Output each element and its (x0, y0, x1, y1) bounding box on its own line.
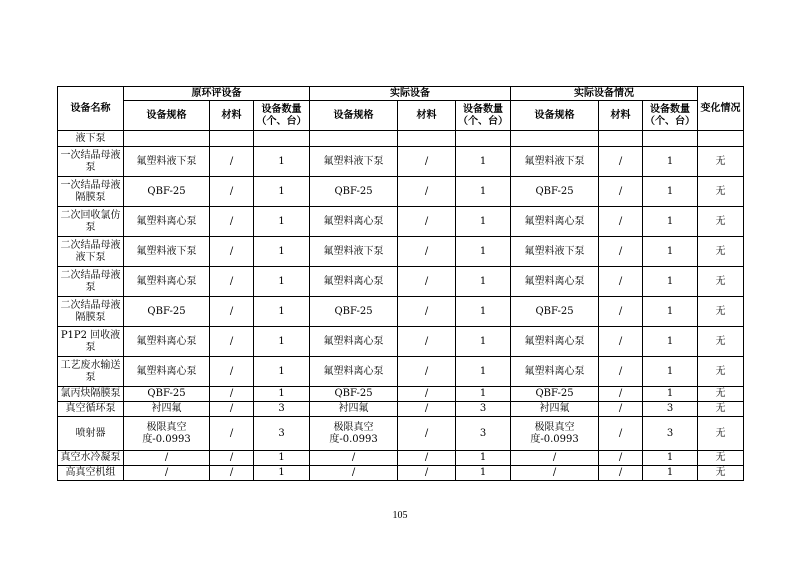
change-cell: 无 (698, 387, 744, 402)
original-qty-cell: 1 (254, 451, 310, 466)
qty-line1: 设备数量 (463, 103, 504, 115)
status-spec-cell: 氟塑料离心泵 (511, 267, 599, 297)
header-actual-spec: 设备规格 (310, 101, 398, 131)
device-name-cell: 一次结晶母液泵 (58, 147, 124, 177)
original-qty-cell: 1 (254, 267, 310, 297)
original-spec-cell: 极限真空度-0.0993 (124, 417, 210, 451)
actual-qty-cell: 3 (456, 417, 511, 451)
actual-material-cell: / (398, 387, 456, 402)
device-name-cell: 喷射器 (58, 417, 124, 451)
status-spec-cell: 极限真空度-0.0993 (511, 417, 599, 451)
header-original-material: 材料 (210, 101, 254, 131)
original-spec-cell: 氟塑料离心泵 (124, 327, 210, 357)
table-row (58, 451, 744, 466)
status-material-cell: / (599, 207, 643, 237)
table-row (58, 466, 744, 481)
actual-material-cell: / (398, 402, 456, 417)
actual-material-cell (398, 131, 456, 147)
actual-spec-cell: 氟塑料离心泵 (310, 267, 398, 297)
table-row (58, 402, 744, 417)
status-qty-cell: 1 (643, 267, 698, 297)
status-material-cell: / (599, 387, 643, 402)
original-spec-cell: 衬四氟 (124, 402, 210, 417)
device-name-cell: 真空水冷凝泵 (58, 451, 124, 466)
original-spec-cell: / (124, 451, 210, 466)
header-original-spec: 设备规格 (124, 101, 210, 131)
original-material-cell: / (210, 147, 254, 177)
status-qty-cell: 1 (643, 237, 698, 267)
status-qty-cell: 1 (643, 387, 698, 402)
status-spec-cell: 氟塑料离心泵 (511, 207, 599, 237)
original-spec-cell: 氟塑料液下泵 (124, 147, 210, 177)
device-name-cell: 高真空机组 (58, 466, 124, 481)
device-name-cell: 液下泵 (58, 131, 124, 147)
qty-line2: （个、台） (645, 115, 696, 127)
original-spec-cell: 氟塑料离心泵 (124, 357, 210, 387)
original-spec-cell: 氟塑料离心泵 (124, 207, 210, 237)
change-cell: 无 (698, 267, 744, 297)
table-row (58, 131, 744, 147)
original-qty-cell: 3 (254, 402, 310, 417)
actual-qty-cell: 1 (456, 147, 511, 177)
actual-qty-cell: 1 (456, 207, 511, 237)
original-qty-cell: 1 (254, 297, 310, 327)
status-material-cell: / (599, 297, 643, 327)
actual-qty-cell: 1 (456, 237, 511, 267)
original-material-cell: / (210, 451, 254, 466)
original-material-cell: / (210, 297, 254, 327)
actual-material-cell: / (398, 147, 456, 177)
qty-line2: （个、台） (256, 115, 307, 127)
status-material-cell: / (599, 237, 643, 267)
header-group-actual: 实际设备 (310, 87, 511, 101)
actual-material-cell: / (398, 466, 456, 481)
status-spec-cell: QBF-25 (511, 387, 599, 402)
actual-qty-cell: 1 (456, 267, 511, 297)
actual-spec-cell: 氟塑料液下泵 (310, 147, 398, 177)
original-qty-cell: 1 (254, 177, 310, 207)
original-qty-cell: 3 (254, 417, 310, 451)
actual-qty-cell: 1 (456, 327, 511, 357)
table-row (58, 387, 744, 402)
status-qty-cell: 3 (643, 402, 698, 417)
actual-material-cell: / (398, 357, 456, 387)
status-qty-cell: 1 (643, 451, 698, 466)
header-actual-qty (456, 101, 511, 131)
original-spec-cell (124, 131, 210, 147)
original-material-cell: / (210, 466, 254, 481)
status-material-cell: / (599, 357, 643, 387)
status-material-cell: / (599, 466, 643, 481)
equipment-comparison-table (57, 86, 744, 481)
original-spec-cell: 氟塑料离心泵 (124, 267, 210, 297)
actual-spec-cell: 氟塑料离心泵 (310, 357, 398, 387)
original-material-cell: / (210, 207, 254, 237)
table-row (58, 177, 744, 207)
original-material-cell (210, 131, 254, 147)
status-spec-cell: QBF-25 (511, 177, 599, 207)
actual-qty-cell: 1 (456, 177, 511, 207)
change-cell: 无 (698, 402, 744, 417)
actual-spec-cell: QBF-25 (310, 387, 398, 402)
change-cell: 无 (698, 147, 744, 177)
table-row (58, 297, 744, 327)
actual-material-cell: / (398, 237, 456, 267)
change-cell: 无 (698, 237, 744, 267)
original-spec-cell: QBF-25 (124, 387, 210, 402)
status-spec-cell: 氟塑料液下泵 (511, 147, 599, 177)
header-change: 变化情况 (698, 87, 744, 131)
status-qty-cell: 3 (643, 417, 698, 451)
status-spec-cell (511, 131, 599, 147)
qty-line1: 设备数量 (650, 103, 691, 115)
original-material-cell: / (210, 237, 254, 267)
actual-spec-cell: 氟塑料离心泵 (310, 207, 398, 237)
status-qty-cell: 1 (643, 327, 698, 357)
change-cell: 无 (698, 177, 744, 207)
table-row (58, 207, 744, 237)
device-name-cell: 二次结晶母液隔膜泵 (58, 297, 124, 327)
change-cell: 无 (698, 466, 744, 481)
actual-qty-cell: 1 (456, 357, 511, 387)
original-material-cell: / (210, 357, 254, 387)
header-status-material: 材料 (599, 101, 643, 131)
actual-spec-cell: 氟塑料离心泵 (310, 327, 398, 357)
device-name-cell: 工艺废水输送泵 (58, 357, 124, 387)
status-material-cell: / (599, 177, 643, 207)
device-name-cell: 氯丙炔隔膜泵 (58, 387, 124, 402)
actual-spec-cell: 氟塑料液下泵 (310, 237, 398, 267)
actual-spec-cell: 极限真空度-0.0993 (310, 417, 398, 451)
status-qty-cell: 1 (643, 147, 698, 177)
status-qty-cell: 1 (643, 466, 698, 481)
change-cell: 无 (698, 297, 744, 327)
table-row (58, 417, 744, 451)
device-name-cell: 二次回收氯仿泵 (58, 207, 124, 237)
original-spec-cell: QBF-25 (124, 297, 210, 327)
page-number: 105 (392, 510, 408, 521)
original-qty-cell (254, 131, 310, 147)
status-spec-cell: 氟塑料液下泵 (511, 237, 599, 267)
actual-material-cell: / (398, 297, 456, 327)
table-row (58, 357, 744, 387)
change-cell: 无 (698, 327, 744, 357)
actual-material-cell: / (398, 327, 456, 357)
original-material-cell: / (210, 177, 254, 207)
header-original-qty (254, 101, 310, 131)
device-name-cell: 二次结晶母液泵 (58, 267, 124, 297)
status-spec-cell: 氟塑料离心泵 (511, 327, 599, 357)
status-material-cell: / (599, 147, 643, 177)
actual-qty-cell: 1 (456, 466, 511, 481)
original-spec-cell: / (124, 466, 210, 481)
original-spec-cell: QBF-25 (124, 177, 210, 207)
change-cell: 无 (698, 417, 744, 451)
table-body (58, 131, 744, 481)
original-material-cell: / (210, 387, 254, 402)
change-cell: 无 (698, 207, 744, 237)
actual-material-cell: / (398, 417, 456, 451)
actual-qty-cell: 1 (456, 297, 511, 327)
original-material-cell: / (210, 417, 254, 451)
status-material-cell: / (599, 402, 643, 417)
change-cell: 无 (698, 357, 744, 387)
header-device-name: 设备名称 (58, 87, 124, 131)
original-qty-cell: 1 (254, 327, 310, 357)
actual-spec-cell: QBF-25 (310, 177, 398, 207)
change-cell: 无 (698, 451, 744, 466)
actual-spec-cell: QBF-25 (310, 297, 398, 327)
table-row (58, 327, 744, 357)
header-row-groups (58, 87, 744, 101)
status-material-cell: / (599, 417, 643, 451)
actual-spec-cell: / (310, 451, 398, 466)
actual-material-cell: / (398, 207, 456, 237)
table-row (58, 237, 744, 267)
status-qty-cell: 1 (643, 177, 698, 207)
status-qty-cell: 1 (643, 297, 698, 327)
status-spec-cell: / (511, 451, 599, 466)
status-spec-cell: 衬四氟 (511, 402, 599, 417)
status-material-cell: / (599, 451, 643, 466)
original-material-cell: / (210, 267, 254, 297)
table-row (58, 147, 744, 177)
actual-material-cell: / (398, 451, 456, 466)
device-name-cell: 真空循环泵 (58, 402, 124, 417)
original-material-cell: / (210, 402, 254, 417)
device-name-cell: P1P2 回收液泵 (58, 327, 124, 357)
status-spec-cell: / (511, 466, 599, 481)
qty-line2: （个、台） (458, 115, 509, 127)
actual-qty-cell: 1 (456, 387, 511, 402)
actual-spec-cell (310, 131, 398, 147)
original-qty-cell: 1 (254, 237, 310, 267)
status-spec-cell: 氟塑料离心泵 (511, 357, 599, 387)
table-row (58, 267, 744, 297)
status-material-cell (599, 131, 643, 147)
status-material-cell: / (599, 267, 643, 297)
header-group-status: 实际设备情况 (511, 87, 698, 101)
actual-material-cell: / (398, 267, 456, 297)
device-name-cell: 二次结晶母液液下泵 (58, 237, 124, 267)
original-qty-cell: 1 (254, 147, 310, 177)
header-row-columns (58, 101, 744, 131)
original-qty-cell: 1 (254, 207, 310, 237)
status-qty-cell: 1 (643, 207, 698, 237)
original-spec-cell: 氟塑料液下泵 (124, 237, 210, 267)
header-group-original: 原环评设备 (124, 87, 310, 101)
original-qty-cell: 1 (254, 357, 310, 387)
status-qty-cell (643, 131, 698, 147)
actual-qty-cell (456, 131, 511, 147)
status-spec-cell: QBF-25 (511, 297, 599, 327)
actual-spec-cell: 衬四氟 (310, 402, 398, 417)
header-status-qty (643, 101, 698, 131)
qty-line1: 设备数量 (261, 103, 302, 115)
actual-spec-cell: / (310, 466, 398, 481)
actual-qty-cell: 1 (456, 451, 511, 466)
actual-material-cell: / (398, 177, 456, 207)
status-qty-cell: 1 (643, 357, 698, 387)
original-qty-cell: 1 (254, 466, 310, 481)
original-qty-cell: 1 (254, 387, 310, 402)
header-status-spec: 设备规格 (511, 101, 599, 131)
original-material-cell: / (210, 327, 254, 357)
status-material-cell: / (599, 327, 643, 357)
change-cell (698, 131, 744, 147)
actual-qty-cell: 3 (456, 402, 511, 417)
device-name-cell: 一次结晶母液隔膜泵 (58, 177, 124, 207)
header-actual-material: 材料 (398, 101, 456, 131)
